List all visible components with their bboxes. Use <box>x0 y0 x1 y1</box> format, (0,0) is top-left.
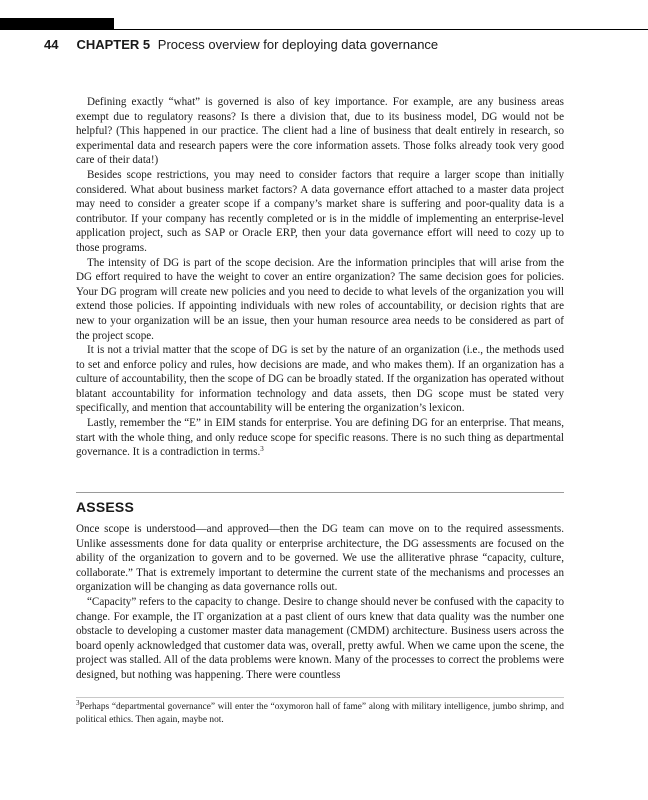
running-head <box>44 36 438 54</box>
paragraph: Defining exactly “what” is governed is also of key importance. For example, are any business areas exempt due to regulatory reasons? Is there a division that, due to its business model, DG would not be helpful? (This happened in our practice. The client had a line of business that dealt entirely in research, so experimental data and research papers were the core information assets. Those folks already took very good care of their data!) <box>76 96 564 167</box>
paragraph: “Capacity” refers to the capacity to change. Desire to change should never be confused with the capacity to change. For example, the IT organization at a past client of ours knew that data quality was the number one obstacle to developing a customer master data management (CMDM) architecture. Business users across the board openly acknowledged that customer data was, overall, pretty awful. When we came upon the scene, the project was stalled. All of the data problems were known. Many of the processes to correct the problems were designed, but nothing was happening. There were countless <box>76 595 564 681</box>
paragraph-text: Lastly, remember the “E” in EIM stands for enterprise. You are defining DG for an enterprise. That means, start with the whole thing, and only reduce scope for specific reasons. There is no such thing as departmental governance. It is a contradiction in terms. <box>76 417 564 459</box>
section-divider <box>76 492 564 493</box>
footnote-reference[interactable]: 3 <box>260 445 264 454</box>
paragraph: Besides scope restrictions, you may need to consider factors that require a larger scope than initially considered. What about business market factors? A data governance effort attached to a master data project may need to consider a greater scope if a company’s market share is suffering and poor-quality data is a contributor. If your company has recently completed or is in the middle of implementing an enterprise-level application project, such as SAP or Oracle ERP, then your data governance effort will need to cozy up to those programs. <box>76 168 564 254</box>
chapter-label: CHAPTER 5 <box>76 37 151 52</box>
paragraph: It is not a trivial matter that the scope of DG is set by the nature of an organization (i.e., the methods used to set and enforce policy and rules, how decisions are made, and who makes them). If an organization has a culture of accountability, then the scope of DG can be broadly stated. If the organization has operated without blatant accountability for information technology and data assets, then DG scope must be stated very specifically, and mention that accountability will be entering the organization’s lexicon. <box>76 344 564 415</box>
header-rule <box>0 29 648 30</box>
page-number: 44 <box>44 37 59 52</box>
chapter-title: Process overview for deploying data governance <box>157 37 439 52</box>
footnote-marker: 3 <box>76 699 80 707</box>
paragraph: The intensity of DG is part of the scope decision. Are the information principles that will arise from the DG effort required to have the weight to cover an entire organization? The same decision goes for policies. Your DG program will create new policies and you need to decide to what levels of the organization you will extend those policies. If appointing individuals with new roles of accountability, or decision rights that are new to your organization will be an issue, then your human resource area needs to be considered as part of the project scope. <box>76 256 564 342</box>
footnote-text: Perhaps “departmental governance” will enter the “oxymoron hall of fame” along with military intelligence, jumbo shrimp, and political ethics. Then again, maybe not. <box>76 702 564 725</box>
footnote <box>76 701 564 727</box>
section-heading: ASSESS <box>76 499 134 515</box>
footnote-divider <box>76 697 564 698</box>
paragraph <box>76 416 564 460</box>
section-assess-text <box>76 522 564 683</box>
section-scope-text <box>76 95 564 460</box>
paragraph: Once scope is understood—and approved—then the DG team can move on to the required assessments. Unlike assessments done for data quality or enterprise architecture, the DG assessments are focused on the ability of the organization to govern and to be governed. We use the alliterative phrase “capacity, culture, collaborate.” That is extremely important to determine the current state of the mechanisms and processes an organization will be changing as data governance rolls out. <box>76 523 564 594</box>
